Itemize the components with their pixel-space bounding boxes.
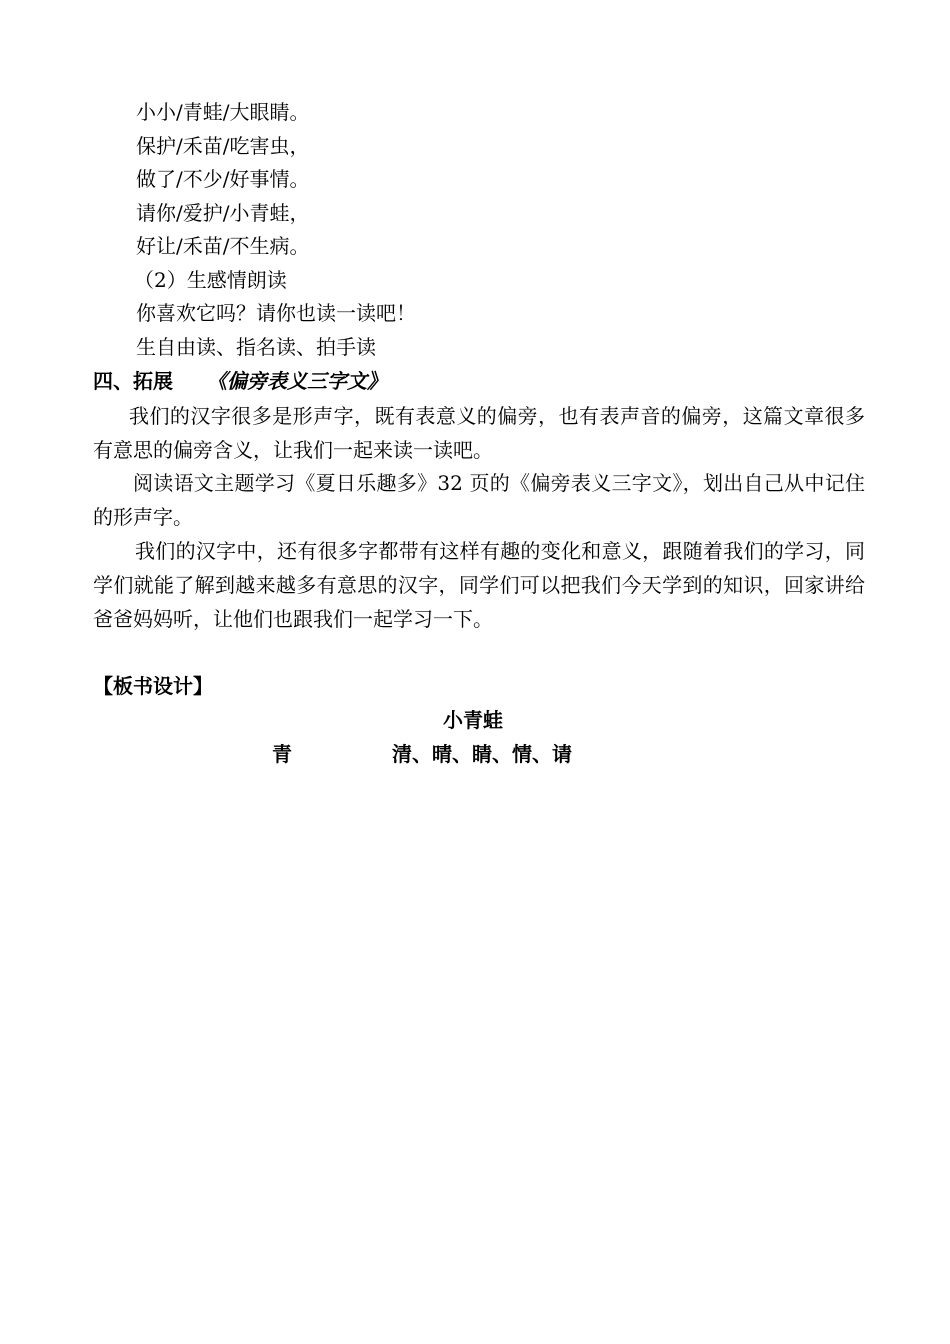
paragraph: 我们的汉字很多是形声字，既有表意义的偏旁，也有表声音的偏旁，这篇文章很多有意思的偏旁含义，让我们一起来读一读吧。 xyxy=(93,404,865,462)
poem-line: 请你/爱护/小青蛙， xyxy=(136,201,310,225)
paragraph: 我们的汉字中，还有很多字都带有这样有趣的变化和意义，跟随着我们的学习，同学们就能了解到越来越多有意思的汉字，同学们可以把我们今天学到的知识，回家讲给爸爸妈妈听，让他们也跟我们一起学习一下。 xyxy=(93,539,865,631)
poem-line: 保护/禾苗/吃害虫， xyxy=(136,134,310,158)
board-derived-characters: 清、晴、睛、情、请 xyxy=(392,742,572,766)
section-heading xyxy=(93,364,387,398)
board-root-character: 青 xyxy=(272,742,292,766)
poem-line: 小小/青蛙/大眼睛。 xyxy=(136,100,310,124)
section-book-title: 《偏旁表义三字文》 xyxy=(207,369,387,393)
board-design-heading: 【板书设计】 xyxy=(93,674,213,698)
step-title: （2）生感情朗读 xyxy=(134,268,287,292)
paragraph: 阅读语文主题学习《夏日乐趣多》32 页的《偏旁表义三字文》，划出自己从中记住的形声字。 xyxy=(93,471,865,529)
section-heading-label: 四、拓展 xyxy=(93,369,173,393)
reading-methods: 生自由读、指名读、拍手读 xyxy=(136,335,376,359)
poem-line: 做了/不少/好事情。 xyxy=(136,167,310,191)
poem-line: 好让/禾苗/不生病。 xyxy=(136,234,310,258)
step-prompt: 你喜欢它吗？请你也读一读吧！ xyxy=(136,301,416,325)
board-title: 小青蛙 xyxy=(443,708,503,732)
